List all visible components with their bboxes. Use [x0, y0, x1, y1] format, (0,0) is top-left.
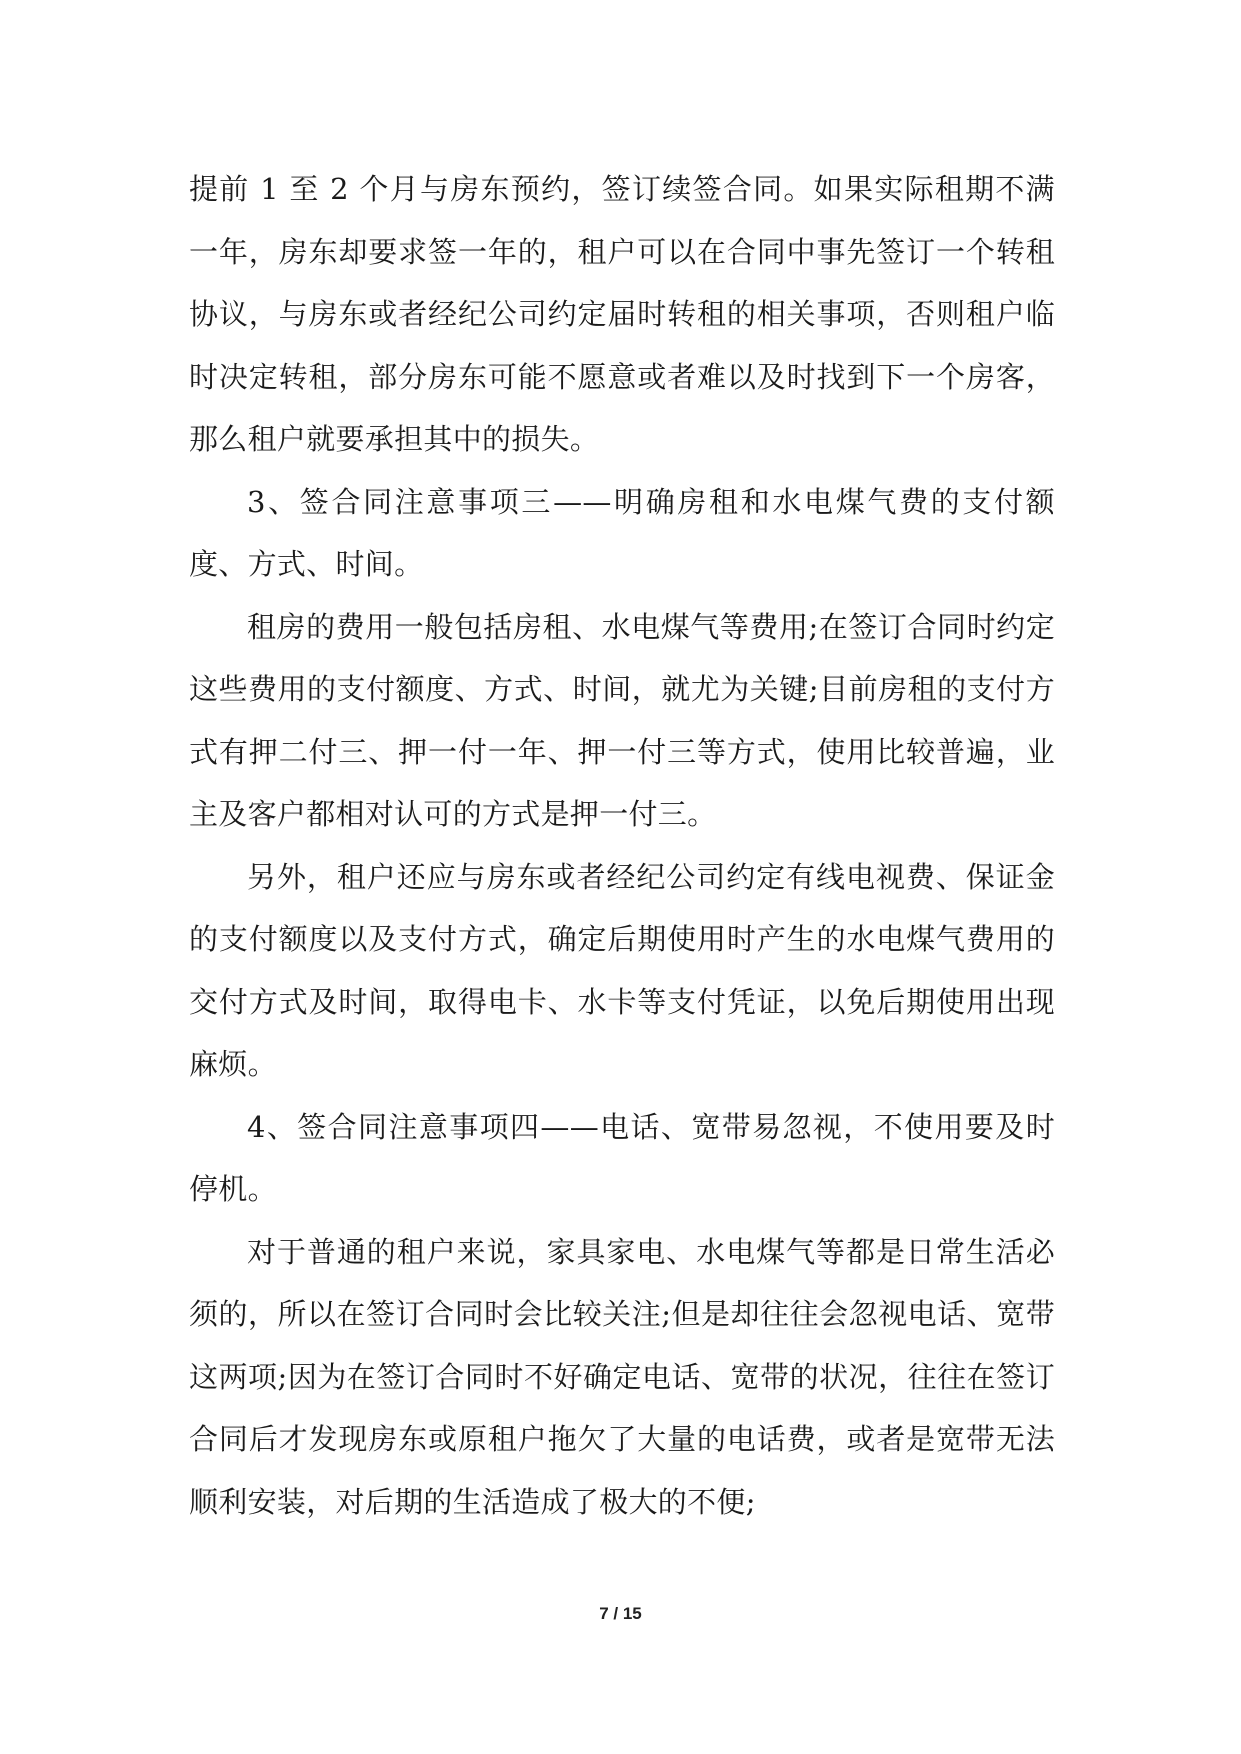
page-number: 7 / 15: [599, 1604, 642, 1623]
section-heading-4: 4、签合同注意事项四——电话、宽带易忽视，不使用要及时停机。: [189, 1109, 1055, 1206]
paragraph-phone-broadband: 对于普通的租户来说，家具家电、水电煤气等都是日常生活必须的，所以在签订合同时会比较关注;但是却往往会忽视电话、宽带这两项;因为在签订合同时不好确定电话、宽带的状况，往往在签订合同后才发现房东或原租户拖欠了大量的电话费，或者是宽带无法顺利安装，对后期的生活造成了极大的不便;: [189, 1234, 1055, 1519]
paragraph-other-fees: 另外，租户还应与房东或者经纪公司约定有线电视费、保证金的支付额度以及支付方式，确定后期使用时产生的水电煤气费用的交付方式及时间，取得电卡、水卡等支付凭证，以免后期使用出现麻烦。: [189, 859, 1055, 1081]
paragraph-rent-costs: 租房的费用一般包括房租、水电煤气等费用;在签订合同时约定这些费用的支付额度、方式、时间，就尤为关键;目前房租的支付方式有押二付三、押一付一年、押一付三等方式，使用比较普遍，业主及客户都相对认可的方式是押一付三。: [189, 609, 1055, 831]
paragraph-continuation: 提前 1 至 2 个月与房东预约，签订续签合同。如果实际租期不满一年，房东却要求签一年的，租户可以在合同中事先签订一个转租协议，与房东或者经纪公司约定届时转租的相关事项，否则租户临时决定转租，部分房东可能不愿意或者难以及时找到下一个房客，那么租户就要承担其中的损失。: [189, 172, 1055, 456]
document-body: [189, 158, 1055, 1533]
section-heading-3: 3、签合同注意事项三——明确房租和水电煤气费的支付额度、方式、时间。: [189, 484, 1055, 581]
